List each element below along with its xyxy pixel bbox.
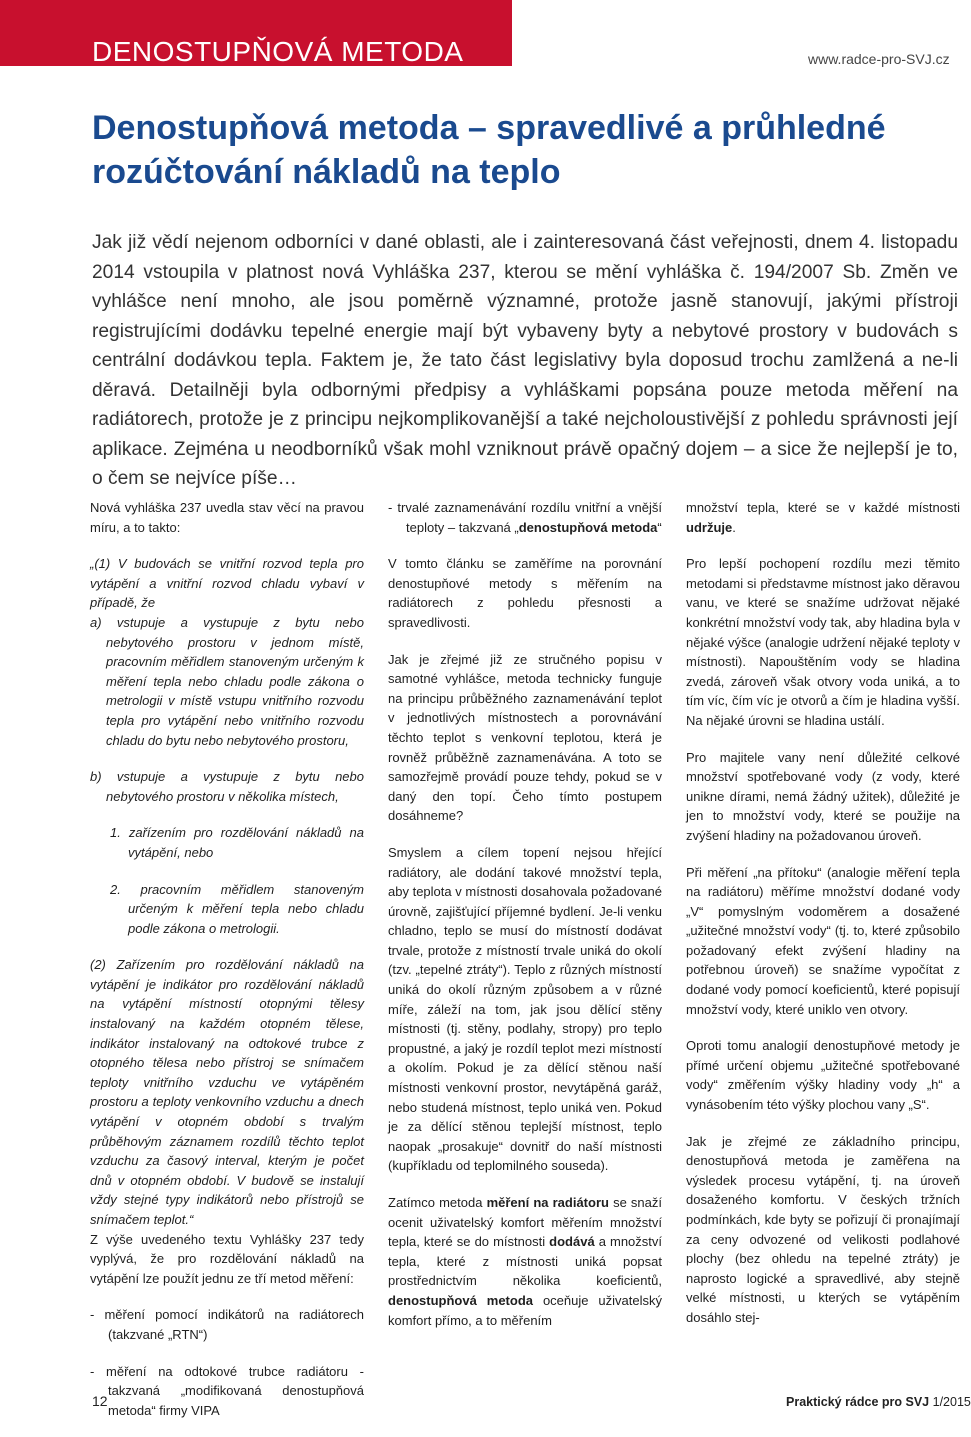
paragraph: Jak je zřejmé ze základního principu, denostupňová metoda je zaměřena na výsledek procesu vytápění, tj. na úroveň dosaženého komfortu. V českých tržních podmínkách, kde byty se pořizují či pronajímají za ceny odvozené od velikosti podlahové plochy (bez ohledu na tepelné ztráty) je naprosto logické a spravedlivé, aby stejně velké místnosti, u kterých se vytápěním dosáhlo stej- (686, 1133, 960, 1325)
paragraph: Nová vyhláška 237 uvedla stav věcí na pravou míru, a to takto: (90, 500, 364, 535)
article-title: Denostupňová metoda – spravedlivé a průhledné rozúčtování nákladů na teplo (92, 109, 886, 191)
quote-item-b: b) vstupuje a vystupuje z bytu nebo nebytového prostoru v několika místech, (90, 769, 364, 804)
paragraph: Smyslem a cílem topení nejsou hřející radiátory, ale dodání takové množství tepla, aby teplota v místnosti dosahovala požadované úrovně, zajišťující příjemné bydlení. Je-li venku chladno, teplo se musí do místností dodávat trvale, protože z místností trvale uniká do okolí (tzv. „tepelné ztráty“). Teplo z různých místností uniká do okolí různým způsobem a v různé míře, záleží na tom, jak jsou dělící stěny místnosti (tj. stěny, podlahy, stropy) pro teplo propustné, a jaký je rozdíl teplot mezi místností a okolím. Pokud je za dělící stěnou naší místnosti venkovní prostor, nevytápěná garáž, nebo studená místnost, teplo uniká ven. Pokud je za dělící stěnou teplejší místnost, teplo naopak „prosakuje“ dovnitř do naší místnosti (kupříkladu od teplomilného souseda). (388, 844, 662, 1174)
quote-item-a: a) vstupuje a vystupuje z bytu nebo nebytového prostoru v jednom místě, pracovním měřidlem stanoveným určeným k měření tepla nebo chladu podle zákona o metrologii v místě vstupu vnitřního rozvodu tepla pro vytápění nebo vnitřního rozvodu chladu do bytu nebo nebytového prostoru, (90, 614, 364, 748)
paragraph: Zatímco metoda měření na radiátoru se snaží ocenit uživatelský komfort měřením množství tepla, které se do místnosti dodává a množství tepla, které z místnosti uniká popsat prostřednictvím několika koeficientů, denostupňová metoda oceňuje uživatelský komfort přímo, a to měřením (388, 1195, 663, 1328)
paragraph: Z výše uvedeného textu Vyhlášky 237 tedy vyplývá, že pro rozdělování nákladů na vytápění lze použít jednu ze tří metod měření: (90, 1231, 364, 1286)
site-url[interactable]: www.radce-pro-SVJ.cz (808, 51, 950, 67)
method-item-3: - trvalé zaznamenávání rozdílu vnitřní a vnější teploty – takzvaná „denostupňová metoda“ (388, 500, 662, 535)
paragraph: množství tepla, které se v každé místnosti udržuje. (686, 500, 960, 535)
quote-paragraph-2: (2) Zařízením pro rozdělování nákladů na vytápění je indikátor pro rozdělování nákladů na vytápění místností otopnými tělesy instalovaný na každém otopném tělese, indikátor instalovaný na odtokové trubce z otopného tělesa nebo přístroj se snímačem teploty vnitřního vzduchu ve vytápěném prostoru a teploty venkovního vzduchu a dnech vytápění v otopném období s trvalým průběhovým záznamem rozdílů těchto teplot vzduchu za časový interval, kterým je počet dnů v otopném období. V budově se instalují vždy stejné typy indikátorů nebo přístrojů se snímačem teplot.“ (90, 957, 364, 1227)
magazine-footer (786, 1395, 971, 1409)
page-number: 12 (92, 1393, 108, 1409)
paragraph: Jak je zřejmé již ze stručného popisu v samotné vyhlášce, metoda technicky funguje na principu průběžného zaznamenávání teplot v jednotlivých místnostech a porovnávání těchto teplot s venkovní teplotou, která je rovněž průběžně zaznamenávána. A toto se samozřejmě provádí pouze tehdy, pokud se v daný den topí. Čeho tímto postupem dosáhneme? (388, 651, 662, 824)
quote-subitem-2: 2. pracovním měřidlem stanoveným určeným k měření tepla nebo chladu podle zákona o metrologii. (110, 881, 364, 936)
method-item-2: - měření na odtokové trubce radiátoru - takzvaná „modifikovaná denostupňová metoda“ firmy VIPA (90, 1363, 364, 1418)
section-label: DENOSTUPŇOVÁ METODA (92, 36, 464, 67)
issue-number: 1/2015 (932, 1395, 971, 1409)
method-item-1: - měření pomocí indikátorů na radiátorech (takzvané „RTN“) (90, 1307, 364, 1342)
paragraph: Pro majitele vany není důležité celkové množství spotřebované vody (z vody, které unikne dírami, nemá žádný užitek), důležité je jen to množství vody, které se použije na zvýšení hladiny na požadovanou úroveň. (686, 749, 960, 843)
article-lead: Jak již vědí nejenom odborníci v dané oblasti, ale i zainteresovaná část veřejnosti, dnem 4. listopadu 2014 vstoupila v platnost nová Vyhláška 237, kterou se mění vyhláška č. 194/2007 Sb. Změn ve vyhlášce není mnoho, ale jsou poměrně významné, protože jasně stanovují, jakými přístroji registrujícími dodávku tepelné energie mají být vybaveny byty a nebytové prostory v budovách s centrální dodávkou tepla. Faktem je, že tato část legislativy byla doposud trochu zamlžená a ne-li děravá. Detailněji byla odbornými předpisy a vyhláškami popsána pouze metoda měření na radiátorech, protože je z principu nejkomplikovanější a také nejcholoustivější z pohledu správnosti její aplikace. Zejména u neodborníků však mohl vzniknout právě opačný dojem – a sice že nejlepší je to, o čem se nejvíce píše… (92, 232, 958, 489)
quote-paragraph: „(1) V budovách se vnitřní rozvod tepla pro vytápění a vnitřní rozvod chladu vybaví v případě, že (90, 556, 364, 611)
quote-subitem-1: 1. zařízením pro rozdělování nákladů na vytápění, nebo (110, 825, 364, 860)
magazine-title: Praktický rádce pro SVJ (786, 1395, 930, 1409)
column-3 (686, 498, 960, 1345)
column-2 (388, 498, 662, 1347)
paragraph: V tomto článku se zaměříme na porovnání denostupňové metody s měřením na radiátorech z pohledu přesnosti a spravedlivosti. (388, 556, 662, 630)
column-1 (90, 498, 364, 1437)
paragraph: Při měření „na přítoku“ (analogie měření tepla na radiátoru) měříme množství dodané vody „V“ pomyslným vodoměrem a dosažené „užitečné množství vody“ (tj. to, které způsobilo požadovaný efekt zvýšení hladiny na potřebnou úroveň) se snažíme vypočítat z dodané vody pomocí koeficientů, které popisují množství vody, které uniklo ven otvory. (686, 864, 960, 1017)
paragraph: Pro lepší pochopení rozdílu mezi těmito metodami si představme místnost jako děravou vanu, ve které se snažíme udržovat nějaké konkrétní množství vody tak, aby hladina byla v nějaké výšce (analogie udržení nějaké teploty v místnosti). Napouštěním vody se hladina zvedá, zároveň však otvory voda uniká, a to tím víc, čím víc je otvorů a čím je hladina vyšší. Na nějaké úrovni se hladina ustálí. (686, 556, 960, 728)
paragraph: Oproti tomu analogií denostupňové metody je přímé určení objemu „užitečné spotřebované vody“ změřením výšky hladiny vody „h“ a vynásobením této výšky plochou vany „S“. (686, 1038, 960, 1113)
